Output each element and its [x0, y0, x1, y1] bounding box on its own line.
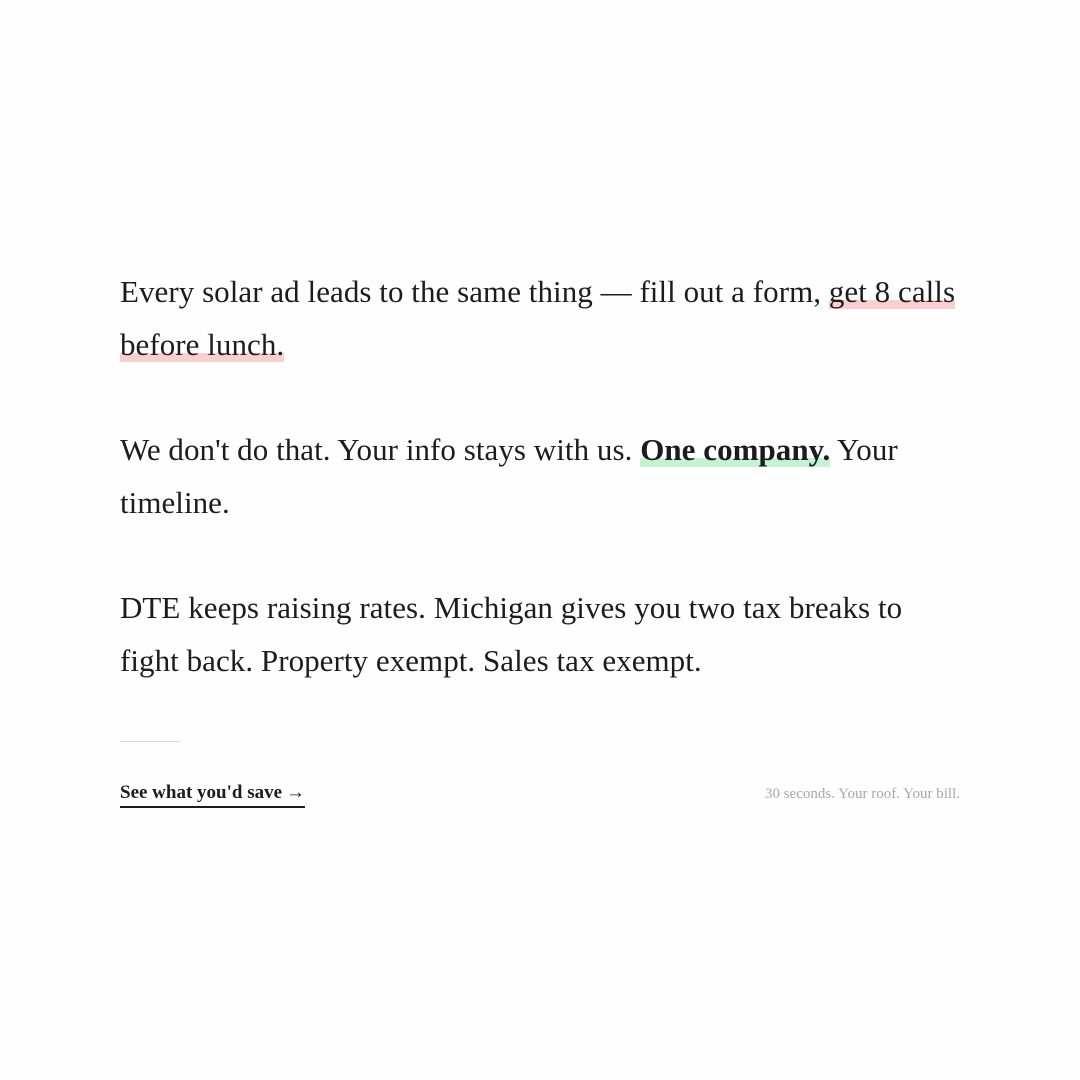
- footer-note: 30 seconds. Your roof. Your bill.: [764, 786, 960, 802]
- paragraph-intro: [120, 265, 960, 371]
- paragraph-intro-text: Every solar ad leads to the same thing — fill out a form,: [120, 274, 829, 309]
- paragraph-promise-after: Your timeline.: [120, 432, 898, 520]
- highlight-one-company: One company.: [640, 432, 831, 467]
- paragraph-promise: [120, 423, 960, 529]
- arrow-right-icon: →: [286, 782, 306, 803]
- footer-row: [120, 782, 960, 808]
- main-copy: [120, 265, 960, 687]
- divider: [120, 741, 180, 742]
- see-savings-link[interactable]: [120, 782, 305, 808]
- see-savings-label: See what you'd save: [120, 782, 283, 803]
- highlight-calls: get 8 calls before lunch.: [120, 274, 956, 362]
- paragraph-rates: DTE keeps raising rates. Michigan gives you two tax breaks to fight back. Property exempt. Sales tax exempt.: [120, 590, 903, 678]
- paragraph-promise-text: We don't do that. Your info stays with us.: [120, 432, 641, 467]
